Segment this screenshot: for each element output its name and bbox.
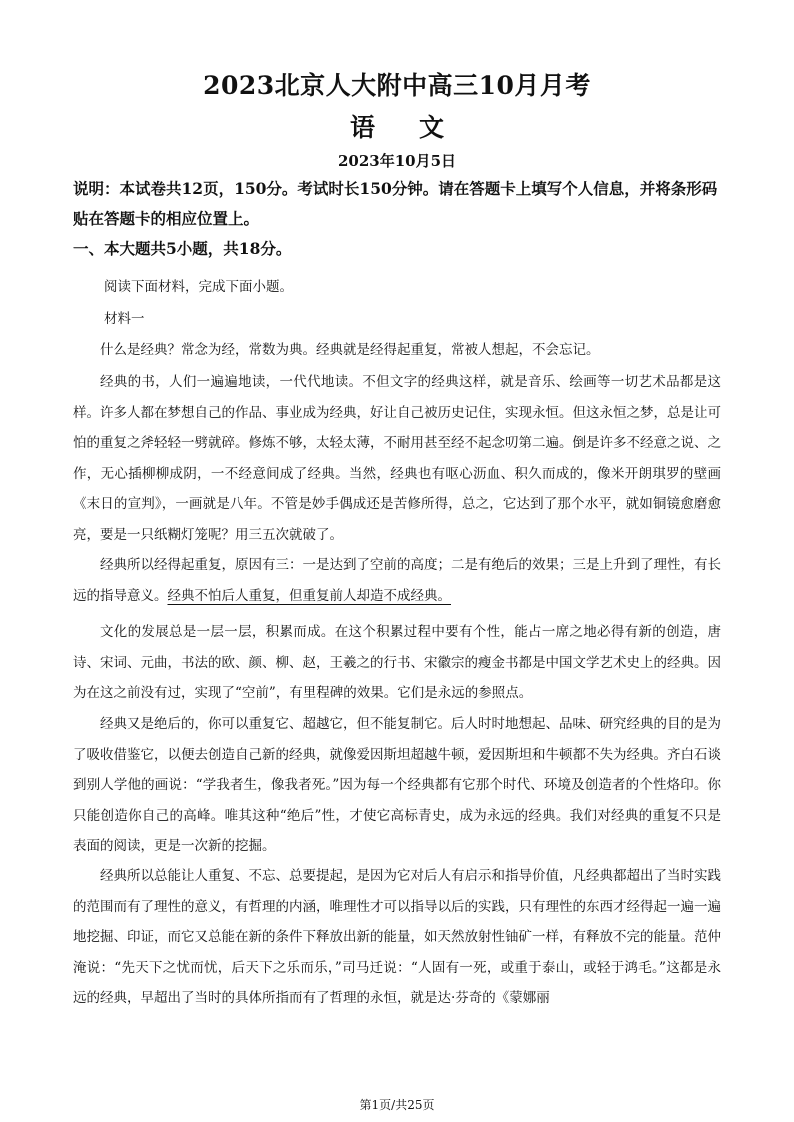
paragraph-3-main: 经典所以经得起重复，原因有三：一是达到了空前的高度；二是有绝后的效果；三是上升到了理性，有长远的指导意义。 [73,557,721,604]
paragraph-4: 文化的发展总是一层一层，积累而成。在这个积累过程中要有个性，能占一席之地必得有新的创造，唐诗、宋词、元曲，书法的欧、颜、柳、赵，王羲之的行书、宋徽宗的瘦金书都是中国文学艺术史上的经典。因为在这之前没有过，实现了“空前”，有里程碑的效果。它们是永远的参照点。 [73,624,721,701]
subject-title: 语文 [349,113,488,142]
reading-prompt: 阅读下面材料，完成下面小题。 [104,279,293,295]
paragraph-3 [73,550,721,611]
exam-date: 2023年10月5日 [337,152,457,170]
paragraph-1: 什么是经典？常念为经，常数为典。经典就是经得起重复，常被人想起，不会忘记。 [100,342,600,358]
exam-title: 2023北京人大附中高三10月月考 [203,71,591,100]
paragraph-6: 经典所以总能让人重复、不忘、总要提起，是因为它对后人有启示和指导价值，凡经典都超出了当时实践的范围而有了理性的意义，有哲理的内涵，唯理性才可以指导以后的实践，只有理性的东西才经得起一遍一遍地挖掘、印证，而它又总能在新的条件下释放出新的能量，如天然放射性铀矿一样，有释放不完的能量。范仲淹说：“先天下之忧而忧，后天下之乐而乐，”司马迁说：“人固有一死，或重于泰山，或轻于鸿毛。”这都是永远的经典，早超出了当时的具体所指而有了哲理的永恒，就是达·芬奇的《蒙娜丽 [73,868,721,1006]
page-footer: 第1页/共25页 [359,1098,435,1112]
paragraph-2: 经典的书，人们一遍遍地读，一代代地读。不但文字的经典这样，就是音乐、绘画等一切艺术品都是这样。许多人都在梦想自己的作品、事业成为经典，好让自己被历史记住，实现永恒。但这永恒之梦，总是让可怕的重复之斧轻轻一劈就碎。修炼不够，太轻太薄，不耐用甚至经不起念叨第二遍。倒是许多不经意之说、之作，无心插柳柳成阴，一不经意间成了经典。当然，经典也有呕心沥血、积久而成的，像米开朗琪罗的壁画《末日的宣判》，一画就是八年。不管是妙手偶成还是苦修所得，总之，它达到了那个水平，就如铜镜愈磨愈亮，要是一只纸糊灯笼呢？用三五次就破了。 [73,374,721,543]
material-label: 材料一 [104,311,145,327]
underlined-sentence: 经典不怕后人重复，但重复前人却造不成经典。 [167,587,451,604]
section-heading: 一、本大题共5小题，共18分。 [73,239,292,258]
paragraph-5: 经典又是绝后的，你可以重复它、超越它，但不能复制它。后人时时地想起、品味、研究经典的目的是为了吸收借鉴它，以便去创造自己新的经典，就像爱因斯坦超越牛顿，爱因斯坦和牛顿都不失为经典。齐白石谈到别人学他的画说：“学我者生，像我者死。”因为每一个经典都有它那个时代、环境及创造者的个性烙印。你只能创造你自己的高峰。唯其这种“绝后”性，才使它高标青史，成为永远的经典。我们对经典的重复不只是表面的阅读，更是一次新的挖掘。 [73,716,721,854]
exam-instructions: 说明：本试卷共12页，150分。考试时长150分钟。请在答题卡上填写个人信息，并将条形码贴在答题卡的相应位置上。 [73,179,718,228]
